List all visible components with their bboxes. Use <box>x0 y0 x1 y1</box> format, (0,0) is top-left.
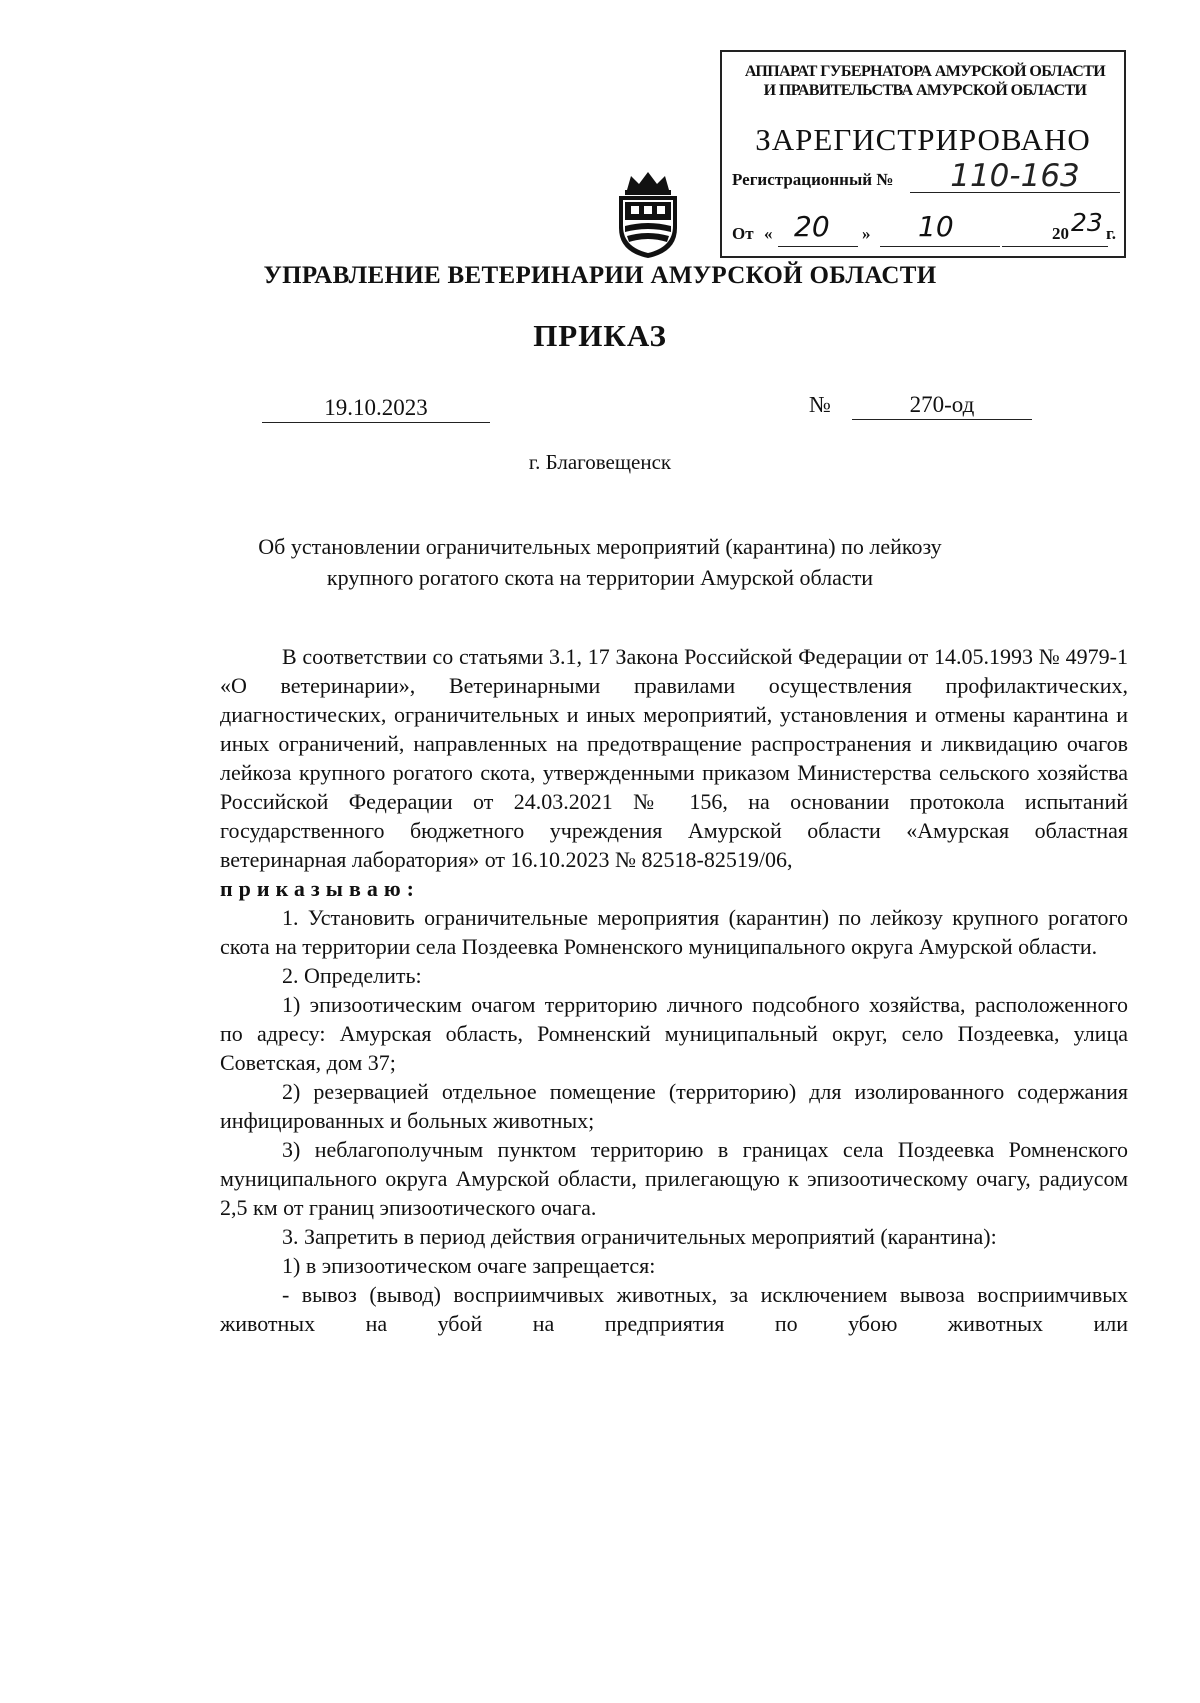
paragraph-2-2: 2) резервацией отдельное помещение (территорию) для изолированного содержания инфицированных и больных животных; <box>220 1079 1128 1133</box>
stamp-reg-label: Регистрационный № <box>732 170 894 189</box>
stamp-org-line2: И ПРАВИТЕЛЬСТВА АМУРСКОЙ ОБЛАСТИ <box>763 82 1087 99</box>
order-number: 270-од <box>852 392 1032 420</box>
paragraph-3-1-a: - вывоз (вывод) восприимчивых животных, за исключением вывоза восприимчивых животных на убой на предприятия по убою животных или <box>220 1282 1128 1336</box>
order-date: 19.10.2023 <box>262 395 490 423</box>
stamp-title: ЗАРЕГИСТРИРОВАНО <box>755 122 1091 157</box>
stamp-year-mark: г. <box>1106 224 1117 243</box>
registration-stamp <box>720 50 1126 258</box>
number-sign: № <box>809 392 831 417</box>
stamp-year-suffix: 23 <box>1071 208 1103 237</box>
document-type: ПРИКАЗ <box>533 318 667 353</box>
paragraph-1: 1. Установить ограничительные мероприятия (карантин) по лейкозу крупного рогатого скота на территории села Поздеевка Ромненского муниципального округа Амурской области. <box>220 905 1128 959</box>
paragraph-3: 3. Запретить в период действия ограничительных мероприятий (карантина): <box>282 1224 997 1249</box>
paragraph-3-1: 1) в эпизоотическом очаге запрещается: <box>282 1253 656 1278</box>
coat-of-arms-icon <box>613 168 683 260</box>
paragraph-2-3: 3) неблагополучным пунктом территорию в границах села Поздеевка Ромненского муниципального округа Амурской области, прилегающую к эпизоотическому очагу, радиусом 2,5 км от границ эпизоотического очага. <box>220 1137 1128 1220</box>
order-subject <box>220 531 980 593</box>
organization-title: УПРАВЛЕНИЕ ВЕТЕРИНАРИИ АМУРСКОЙ ОБЛАСТИ <box>263 262 937 289</box>
city: г. Благовещенск <box>528 450 672 474</box>
stamp-month: 10 <box>918 210 954 243</box>
stamp-org-line1: АППАРАТ ГУБЕРНАТОРА АМУРСКОЙ ОБЛАСТИ <box>744 63 1106 80</box>
preamble-paragraph: В соответствии со статьями 3.1, 17 Закона Российской Федерации от 14.05.1993 № 4979-1 «О ветеринарии», Ветеринарными правилами осуществления профилактических, диагностических, ограничительных и иных мероприятий, установления и отмены карантина и иных ограничений, направленных на предотвращение распространения и ликвидацию очагов лейкоза крупного рогатого скота, утвержденными приказом Министерства сельского хозяйства Российской Федерации от 24.03.2021 № 156, на основании протокола испытаний государственного бюджетного учреждения Амурской области «Амурская областная ветеринарная лаборатория» от 16.10.2023 № 82518-82519/06, <box>220 644 1128 872</box>
stamp-organization <box>732 62 1118 100</box>
stamp-day: 20 <box>794 210 830 243</box>
subject-line1: Об установлении ограничительных мероприятий (карантина) по лейкозу <box>258 534 942 559</box>
document-body <box>220 642 1128 1338</box>
stamp-day-close: » <box>862 224 871 243</box>
order-word: приказываю: <box>220 876 420 901</box>
subject-line2: крупного рогатого скота на территории Амурской области <box>326 565 874 590</box>
stamp-date-label: От <box>732 224 754 243</box>
paragraph-2-1: 1) эпизоотическим очагом территорию личного подсобного хозяйства, расположенного по адресу: Амурская область, Ромненский муниципальный округ, село Поздеевка, улица Советская, дом 37; <box>220 992 1128 1075</box>
stamp-day-open: « <box>764 224 773 243</box>
stamp-year-prefix: 20 <box>1052 224 1069 243</box>
paragraph-2: 2. Определить: <box>282 963 422 988</box>
stamp-reg-number: 110-163 <box>910 158 1120 193</box>
